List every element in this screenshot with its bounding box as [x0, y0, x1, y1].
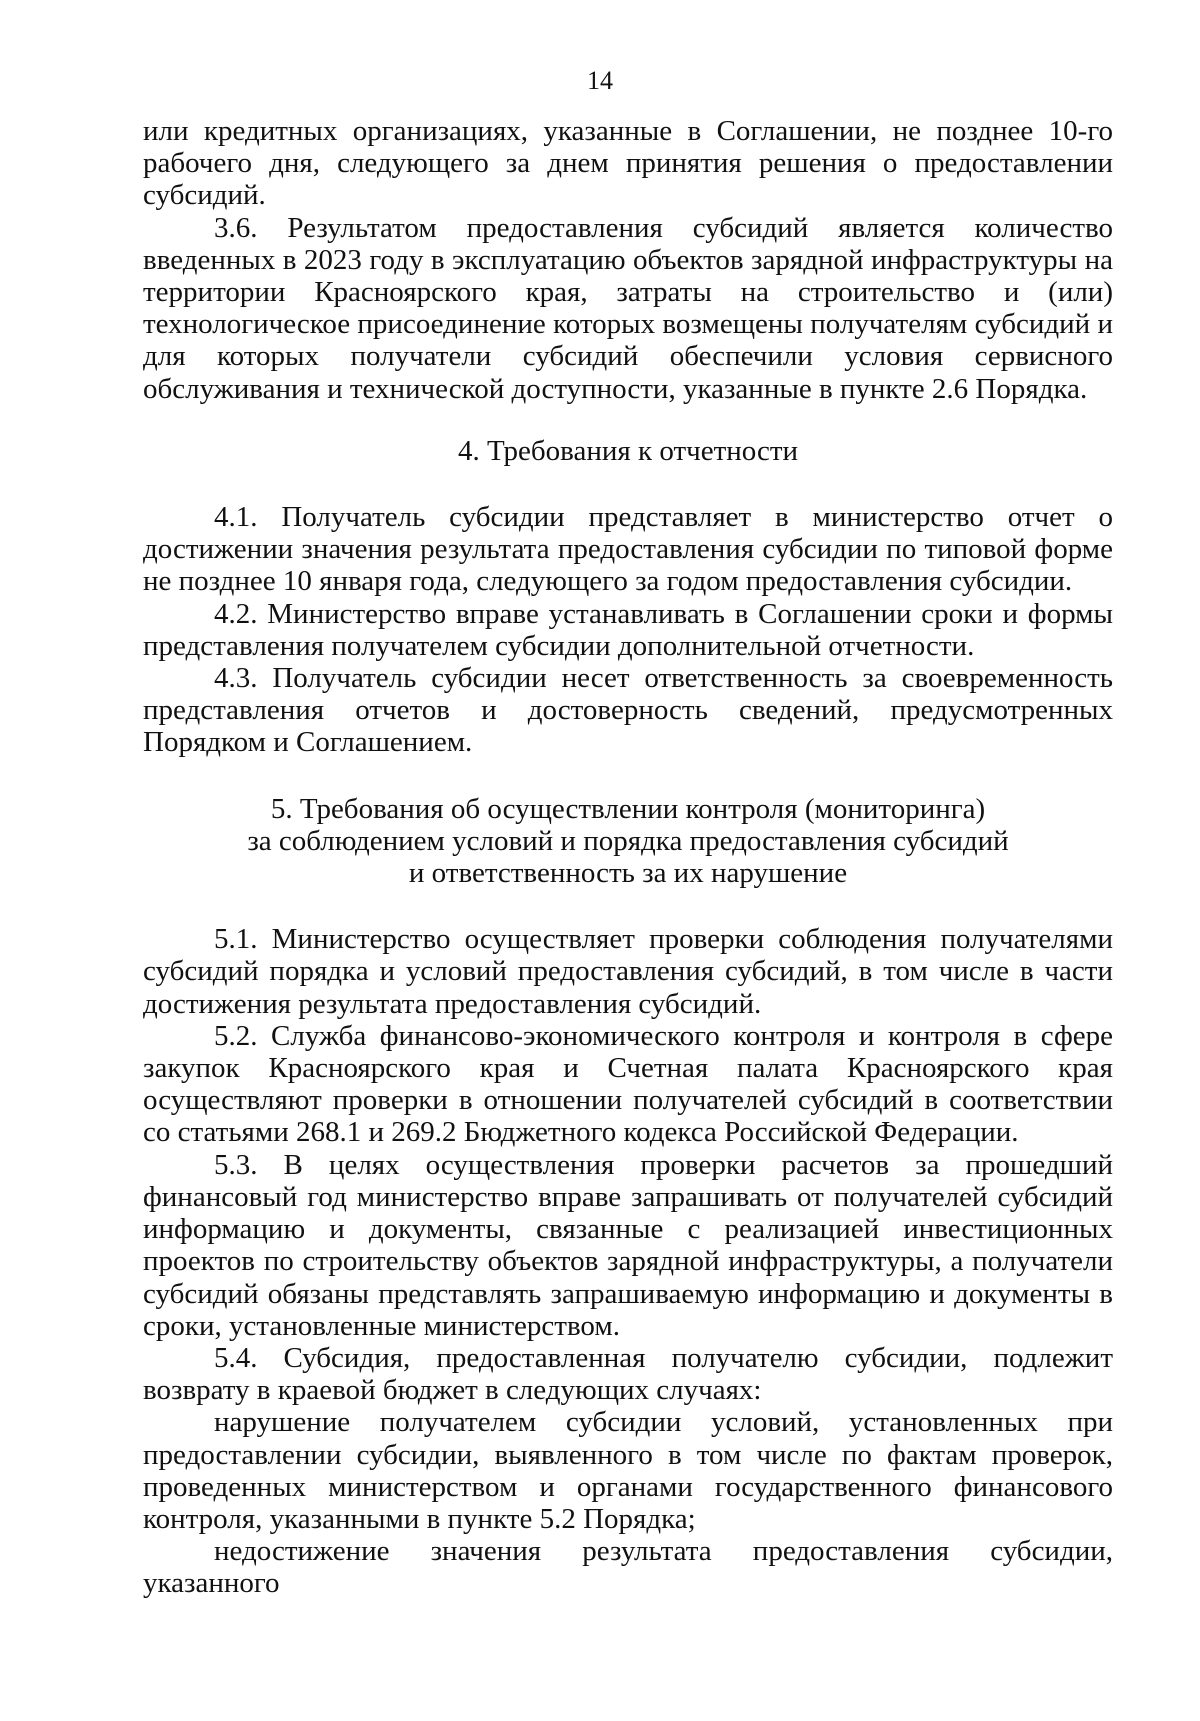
paragraph-4-1: 4.1. Получатель субсидии представляет в министерство отчет о достижении значения результата предоставления субсидии по типовой форме не позднее 10 января года, следующего за годом предоставления субсидии.: [143, 501, 1113, 598]
paragraph-5-1: 5.1. Министерство осуществляет проверки соблюдения получателями субсидий порядка и условий предоставления субсидий, в том числе в части достижения результата предоставления субсидий.: [143, 923, 1113, 1020]
paragraph-5-4-case-2: недостижение значения результата предоставления субсидии, указанного: [143, 1535, 1113, 1600]
document-body: [143, 115, 1113, 1600]
paragraph-4-2: 4.2. Министерство вправе устанавливать в Соглашении сроки и формы представления получателем субсидии дополнительной отчетности.: [143, 597, 1113, 662]
paragraph-continuation: или кредитных организациях, указанные в Соглашении, не позднее 10-го рабочего дня, следующего за днем принятия решения о предоставлении субсидий.: [143, 115, 1113, 212]
section-5-heading-line: и ответственность за их нарушение: [408, 857, 848, 890]
page-number: 14: [587, 66, 613, 95]
paragraph-3-6: 3.6. Результатом предоставления субсидий является количество введенных в 2023 году в эксплуатацию объектов зарядной инфраструктуры на территории Красноярского края, затраты на строительство и (или) технологическое присоединение которых возмещены получателям субсидий и для которых получатели субсидий обеспечили условия сервисного обслуживания и технической доступности, указанные в пункте 2.6 Порядка.: [143, 211, 1113, 405]
paragraph-5-2: 5.2. Служба финансово-экономического контроля и контроля в сфере закупок Красноярского края и Счетная палата Красноярского края осуществляют проверки в отношении получателей субсидий в соответствии со статьями 268.1 и 269.2 Бюджетного кодекса Российской Федерации.: [143, 1019, 1113, 1149]
paragraph-5-3: 5.3. В целях осуществления проверки расчетов за прошедший финансовый год министерство вправе запрашивать от получателей субсидий информацию и документы, связанные с реализацией инвестиционных проектов по строительству объектов зарядной инфраструктуры, а получатели субсидий обязаны представлять запрашиваемую информацию и документы в сроки, установленные министерством.: [143, 1148, 1113, 1342]
section-5-heading-line: за соблюдением условий и порядка предоставления субсидий: [247, 824, 1009, 857]
section-4-heading: 4. Требования к отчетности: [457, 434, 799, 467]
paragraph-5-4-case-1: нарушение получателем субсидии условий, установленных при предоставлении субсидии, выявленного в том числе по фактам проверок, проведенных министерством и органами государственного финансового контроля, указанными в пункте 5.2 Порядка;: [143, 1406, 1113, 1535]
section-5-heading: [143, 793, 1113, 890]
paragraph-5-4: 5.4. Субсидия, предоставленная получателю субсидии, подлежит возврату в краевой бюджет в следующих случаях:: [143, 1341, 1113, 1407]
section-5-heading-line: 5. Требования об осуществлении контроля (мониторинга): [270, 792, 986, 825]
paragraph-4-3: 4.3. Получатель субсидии несет ответственность за своевременность представления отчетов и достоверность сведений, предусмотренных Порядком и Соглашением.: [143, 662, 1113, 759]
